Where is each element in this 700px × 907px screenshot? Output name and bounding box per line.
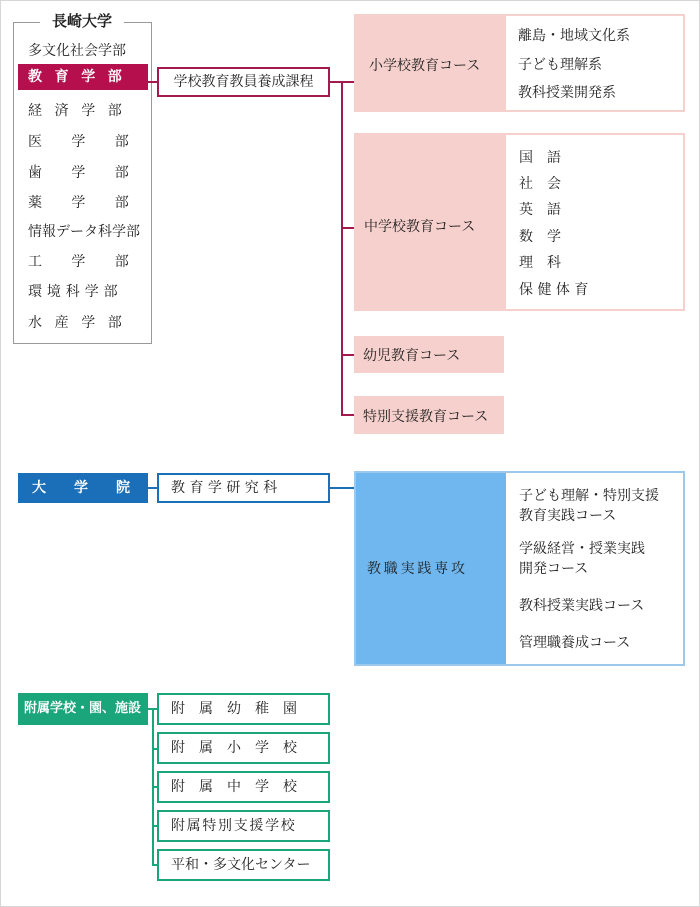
subject-item: 英 語 [519,202,561,218]
course-special-support[interactable] [354,396,504,434]
connector-branch [341,414,355,416]
faculty-information-data-science[interactable]: 情報データ科学部 [28,224,140,240]
track-item: 子ども理解系 [518,57,602,73]
attached-schools-label[interactable]: 附属学校・園、施設 [18,693,148,725]
program-teacher-training[interactable]: 学校教育教員養成課程 [157,67,330,97]
subject-item: 社 会 [519,176,561,192]
faculty-education[interactable]: 教育学部 [18,64,148,90]
course-early-childhood[interactable] [354,336,504,373]
graduate-course-item: 教科授業実践コース [519,598,645,614]
course-junior-high-title[interactable]: 中学校教育コース [364,219,476,235]
peace-multicultural-center[interactable]: 平和・多文化センター [157,849,330,881]
faculty-fisheries[interactable]: 水産学部 [28,315,135,331]
attached-junior-high[interactable]: 附 属 中 学 校 [157,771,330,803]
faculty-multicultural[interactable]: 多文化社会学部 [28,43,126,59]
connector-branch [341,354,355,356]
subject-item: 保 健 体 育 [519,282,589,298]
faculty-engineering[interactable]: 工学部 [28,254,159,270]
connector-trunk [341,81,343,415]
graduate-program[interactable]: 教 育 学 研 究 科 [157,473,330,503]
graduate-course-list [506,473,683,664]
course-junior-high-list [506,135,683,309]
subject-item: 理 科 [519,255,561,271]
connector-branch [341,81,355,83]
subject-item: 数 学 [519,229,561,245]
faculty-economics[interactable]: 経済学部 [28,103,135,119]
attached-elementary[interactable]: 附 属 小 学 校 [157,732,330,764]
university-title: 長崎大学 [40,10,124,32]
track-item: 離島・地域文化系 [518,28,630,44]
faculty-pharmacy[interactable]: 薬学部 [28,195,159,211]
course-elementary-list [506,16,683,110]
attached-special-support-school[interactable]: 附属特別支援学校 [157,810,330,842]
faculty-dentistry[interactable]: 歯学部 [28,165,159,181]
graduate-course-item: 学級経営・授業実践 開発コース [519,541,645,577]
graduate-course-item: 子ども理解・特別支援 教育実践コース [519,488,659,524]
faculty-environmental-science[interactable]: 環境科学部 [28,284,123,300]
connector-line [330,487,355,489]
graduate-school-label[interactable]: 大 学 院 [18,473,148,503]
graduate-course-item: 管理職養成コース [519,635,631,651]
subject-item: 国 語 [519,150,561,166]
connector-branch [341,227,355,229]
course-early-childhood-title: 幼児教育コース [363,348,461,364]
attached-kindergarten[interactable]: 附 属 幼 稚 園 [157,693,330,725]
graduate-major-title[interactable]: 教職実践専攻 [367,561,468,577]
faculty-medicine[interactable]: 医学部 [28,134,159,150]
course-elementary-title[interactable]: 小学校教育コース [369,58,481,74]
course-special-support-title: 特別支援教育コース [363,409,489,425]
track-item: 教科授業開発系 [518,85,616,101]
